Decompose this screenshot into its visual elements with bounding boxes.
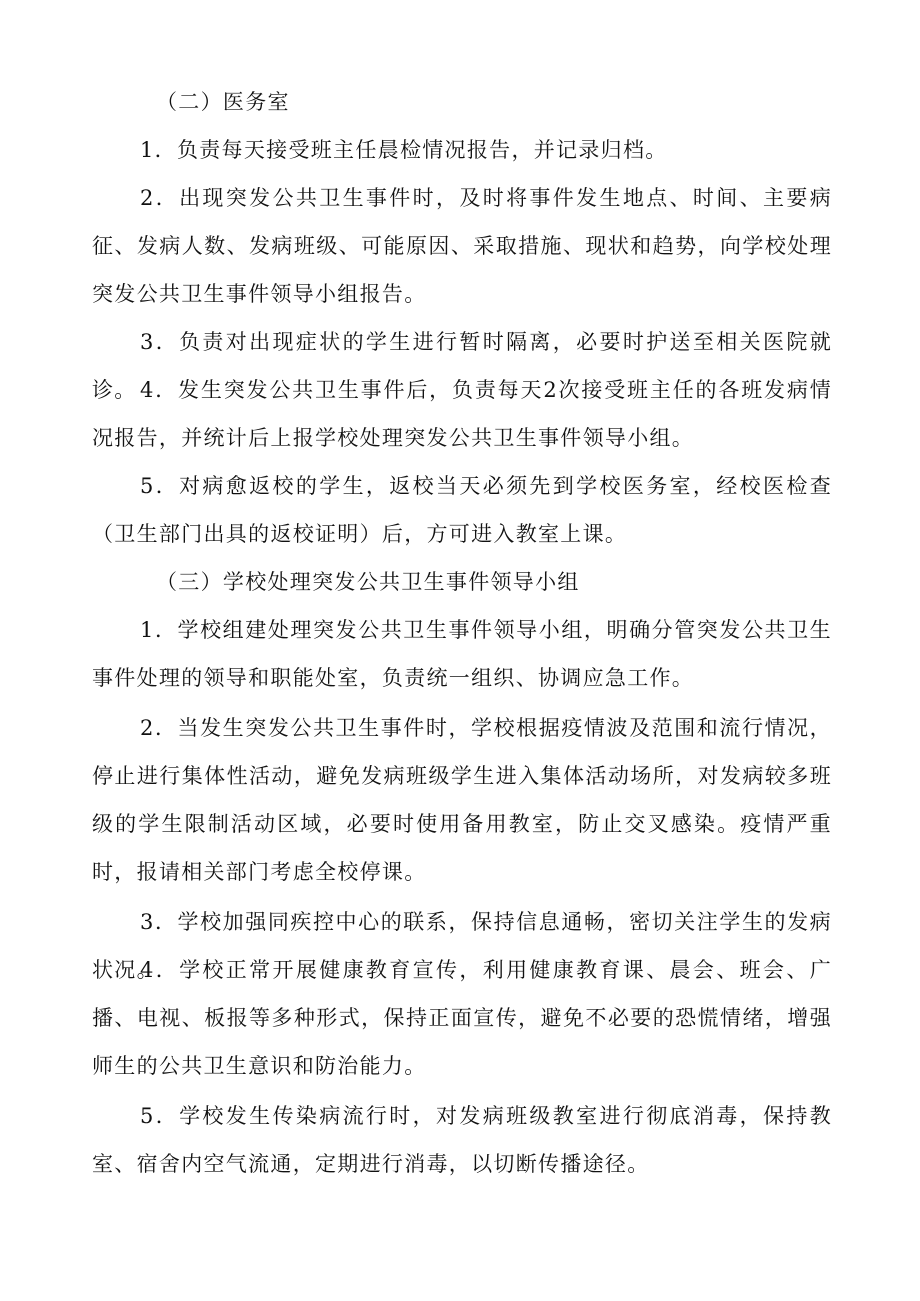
paragraph-item: 4．发生突发公共卫生事件后，负责每天2次接受班主任的各班发病情况报告，并统计后上报学校处理突发公共卫生事件领导小组。 <box>92 378 832 450</box>
paragraph-item: 1．学校组建处理突发公共卫生事件领导小组，明确分管突发公共卫生事件处理的领导和职能处室，负责统一组织、协调应急工作。 <box>92 618 832 690</box>
paragraph-item: 5．学校发生传染病流行时，对发病班级教室进行彻底消毒，保持教室、宿舍内空气流通，定期进行消毒，以切断传播途径。 <box>92 1104 832 1176</box>
paragraph-item: 3．负责对出现症状的学生进行暂时隔离，必要时护送至相关医院就诊。 <box>92 330 832 402</box>
paragraph-item: 1．负责每天接受班主任晨检情况报告，并记录归档。 <box>140 138 668 162</box>
paragraph-item: 2．出现突发公共卫生事件时，及时将事件发生地点、时间、主要病征、发病人数、发病班级、可能原因、采取措施、现状和趋势，向学校处理突发公共卫生事件领导小组报告。 <box>92 186 832 306</box>
section-heading-leadership-group: （三）学校处理突发公共卫生事件领导小组 <box>156 570 580 594</box>
section-heading-medical-room: （二）医务室 <box>156 90 290 114</box>
paragraph-item: 2．当发生突发公共卫生事件时，学校根据疫情波及范围和流行情况，停止进行集体性活动，避免发病班级学生进入集体活动场所，对发病较多班级的学生限制活动区域，必要时使用备用教室，防止交叉感染。疫情严重时，报请相关部门考虑全校停课。 <box>92 716 832 884</box>
paragraph-item: 5．对病愈返校的学生，返校当天必须先到学校医务室，经校医检查（卫生部门出具的返校证明）后，方可进入教室上课。 <box>92 474 832 546</box>
paragraph-item: 4．学校正常开展健康教育宣传，利用健康教育课、晨会、班会、广播、电视、板报等多种形式，保持正面宣传，避免不必要的恐慌情绪，增强师生的公共卫生意识和防治能力。 <box>92 958 832 1078</box>
paragraph-item: 3．学校加强同疾控中心的联系，保持信息通畅，密切关注学生的发病状况。 <box>92 910 832 982</box>
